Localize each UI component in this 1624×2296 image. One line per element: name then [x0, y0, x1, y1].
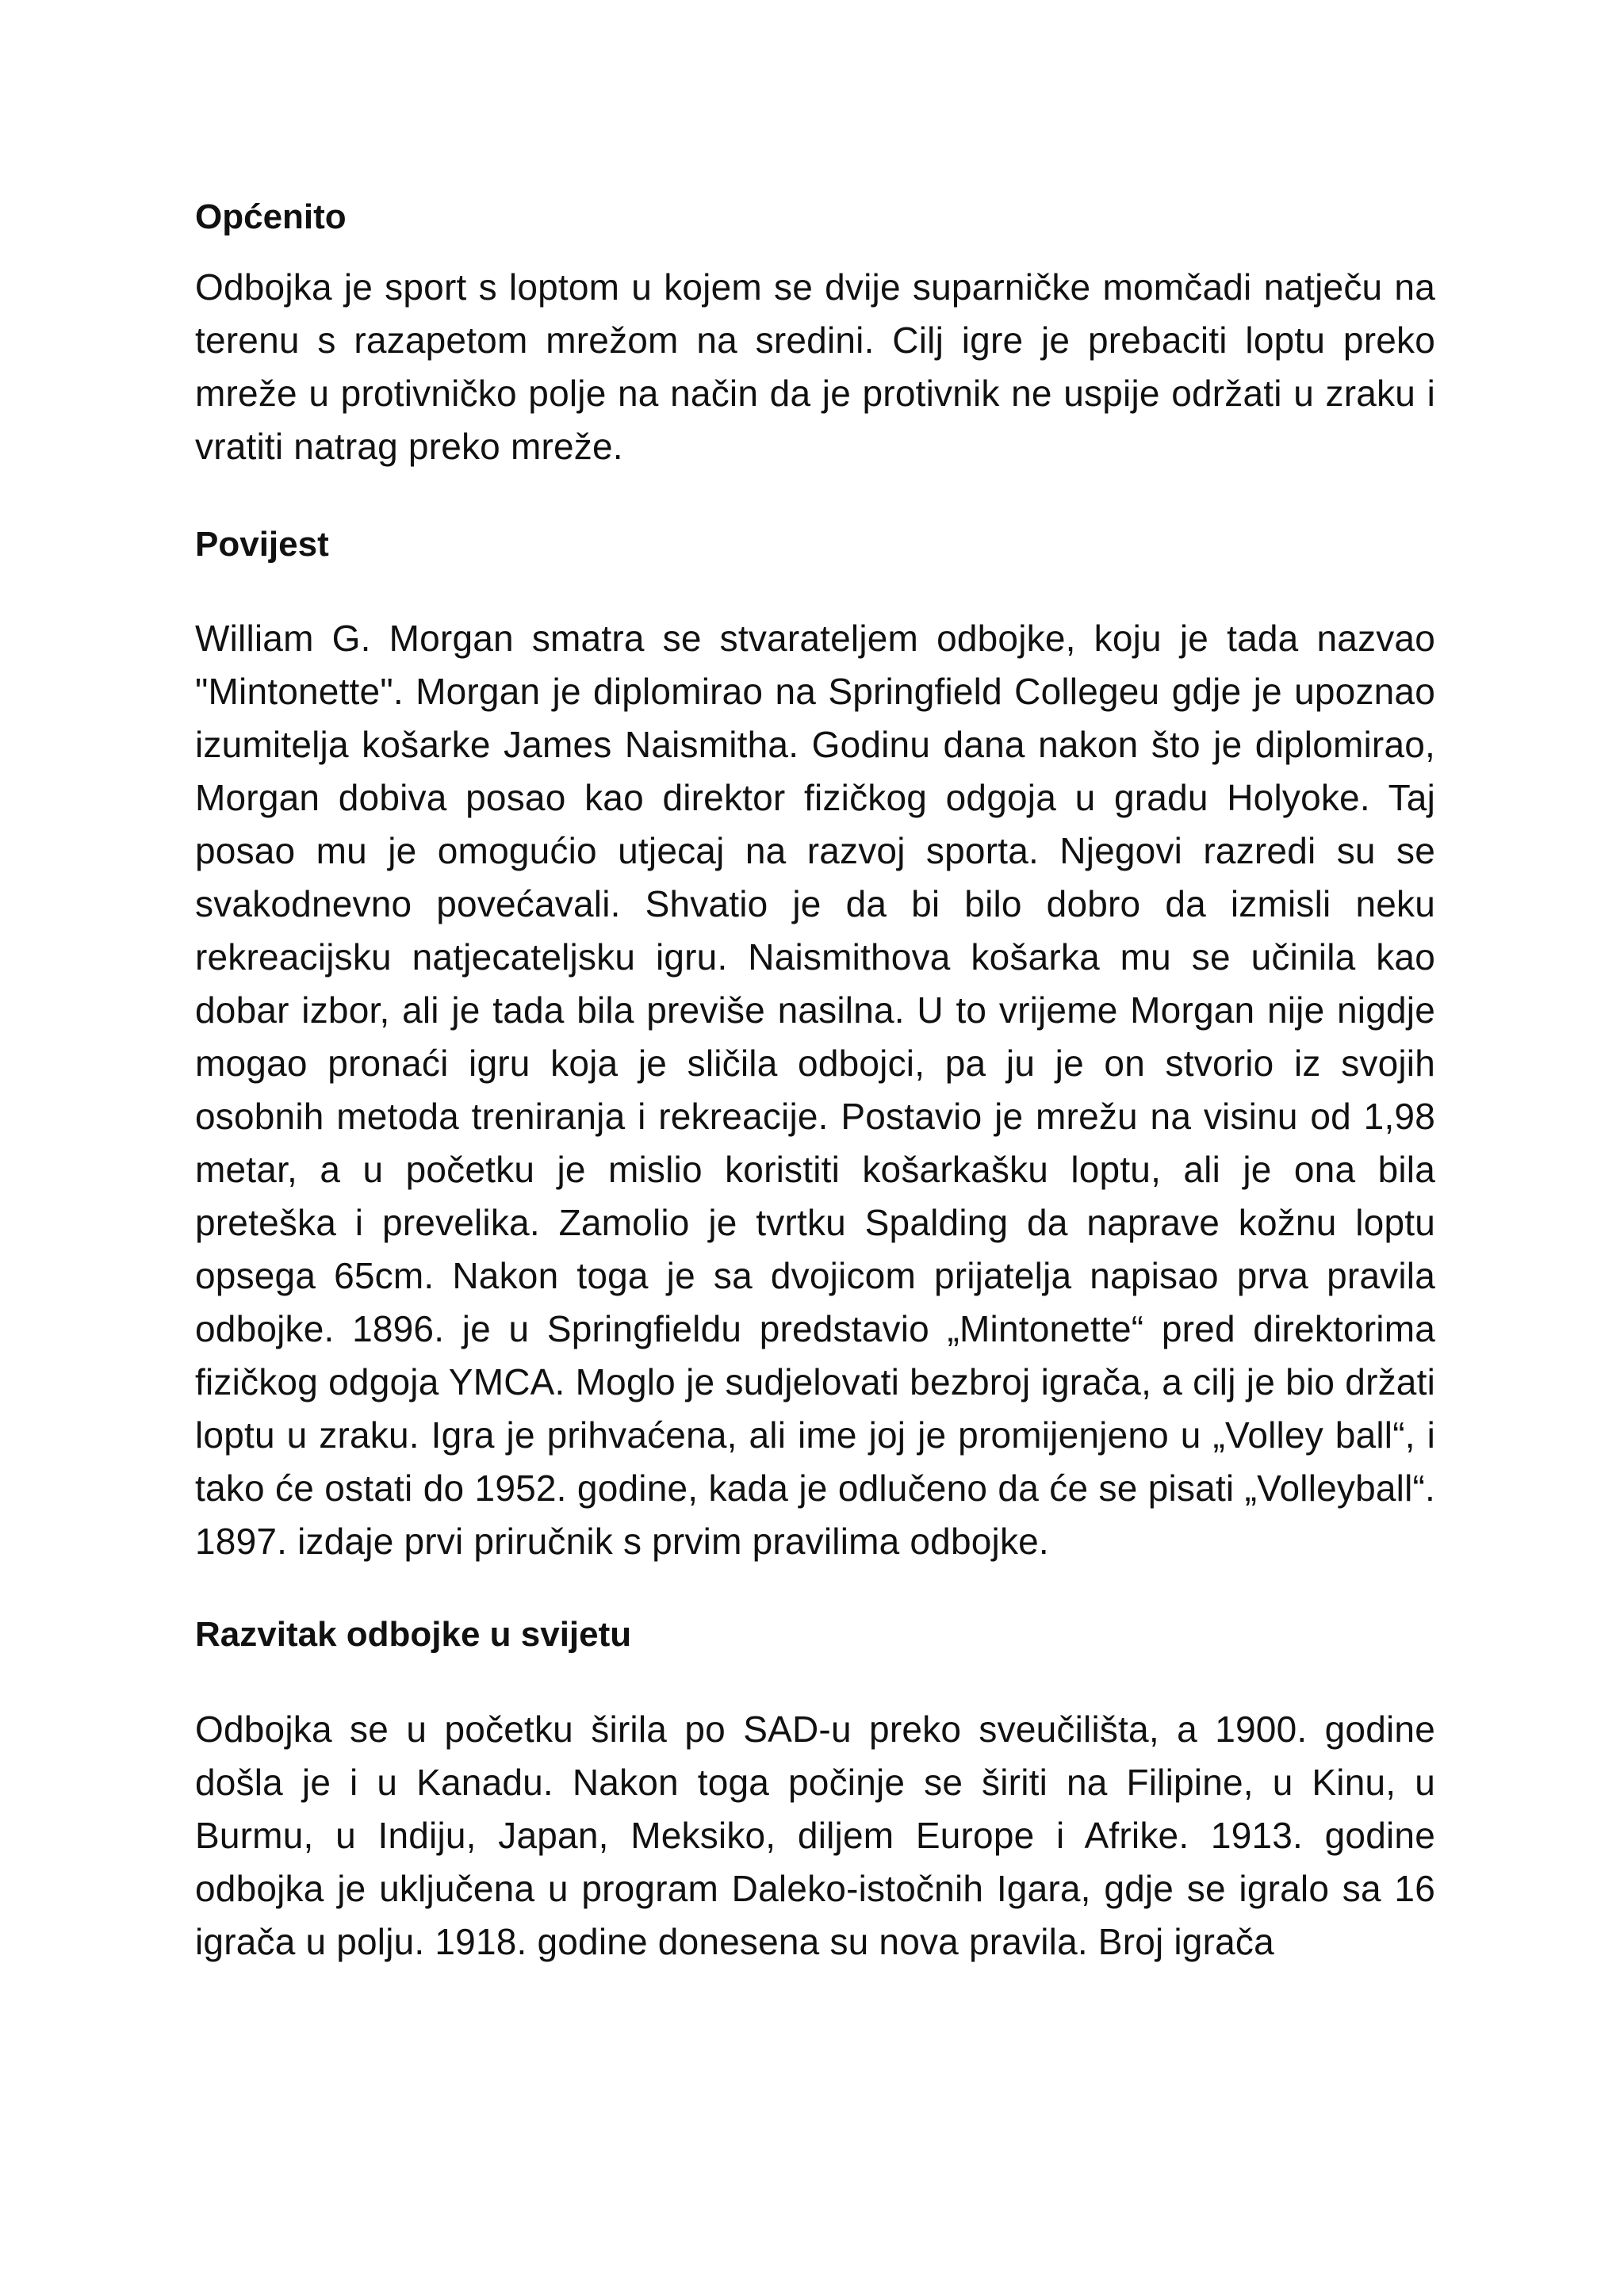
section-paragraph-opcenito: Odbojka je sport s loptom u kojem se dvije suparničke momčadi natječu na terenu s razapetom mrežom na sredini. Cilj igre je prebaciti loptu preko mreže u protivničko polje na način da je protivnik ne uspije održati u zraku i vratiti natrag preko mreže. [195, 266, 1435, 467]
section-heading-razvitak: Razvitak odbojke u svijetu [195, 1614, 632, 1654]
section-paragraph-povijest: William G. Morgan smatra se stvarateljem odbojke, koju je tada nazvao "Mintonette". Morgan je diplomirao na Springfield Collegeu gdje je upoznao izumitelja košarke James Naismitha. Godinu dana nakon što je diplomirao, Morgan dobiva posao kao direktor fizičkog odgoja u gradu Holyoke. Taj posao mu je omogućio utjecaj na razvoj sporta. Njegovi razredi su se svakodnevno povećavali. Shvatio je da bi bilo dobro da izmisli neku rekreacijsku natjecateljsku igru. Naismithova košarka mu se učinila kao dobar izbor, ali je tada bila previše nasilna. U to vrijeme Morgan nije nigdje mogao pronaći igru koja je sličila odbojci, pa ju je on stvorio iz svojih osobnih metoda treniranja i rekreacije. Postavio je mrežu na visinu od 1,98 metar, a u početku je mislio koristiti košarkašku loptu, ali je ona bila preteška i prevelika. Zamolio je tvrtku Spalding da naprave kožnu loptu opsega 65cm. Nakon toga je sa dvojicom prijatelja napisao prva pravila odbojke. 1896. je u Springfieldu predstavio „Mintonette“ pred direktorima fizičkog odgoja YMCA. Moglo je sudjelovati bezbroj igrača, a cilj je bio držati loptu u zraku. Igra je prihvaćena, ali ime joj je promijenjeno u „Volley ball“, i tako će ostati do 1952. godine, kada je odlučeno da će se pisati „Volleyball“. 1897. izdaje prvi priručnik s prvim pravilima odbojke. [195, 617, 1435, 1562]
document-content [195, 190, 1435, 1969]
section-heading-povijest: Povijest [195, 524, 329, 564]
section-paragraph-razvitak: Odbojka se u početku širila po SAD-u preko sveučilišta, a 1900. godine došla je i u Kanadu. Nakon toga počinje se širiti na Filipine, u Kinu, u Burmu, u Indiju, Japan, Meksiko, diljem Europe i Afrike. 1913. godine odbojka je uključena u program Daleko-istočnih Igara, gdje se igralo sa 16 igrača u polju. 1918. godine donesena su nova pravila. Broj igrača [195, 1709, 1435, 1963]
section-heading-opcenito: Općenito [195, 197, 347, 236]
